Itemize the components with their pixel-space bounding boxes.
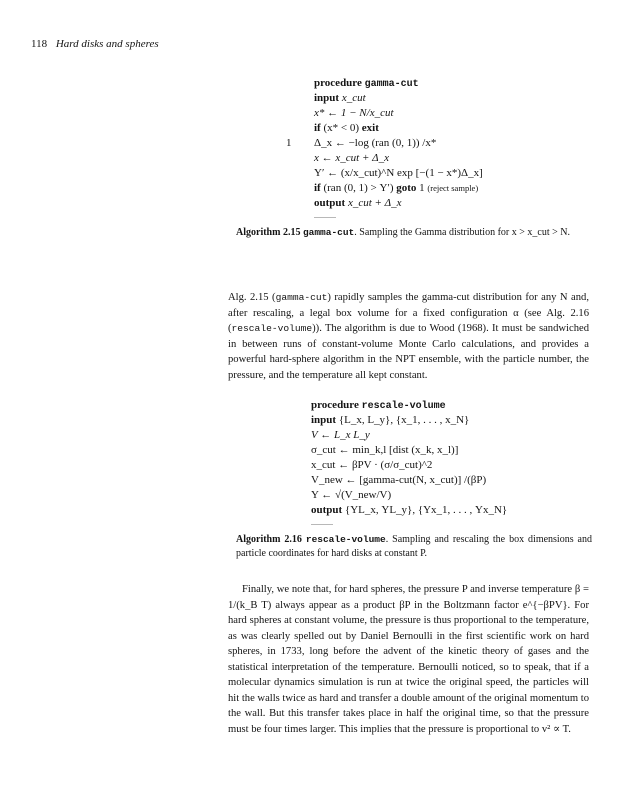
algo2-procedure-line: procedure rescale-volume: [311, 399, 446, 412]
algorithm-rescale-volume: [311, 398, 507, 525]
algo1-upsilon-line: Υ′ ← (x/x_cut)^N exp [−(1 − x*)Δ_x]: [314, 167, 483, 179]
algo1-if-exit-line: if (x* < 0) exit: [314, 122, 379, 134]
algo1-output-line: output x_cut + Δ_x: [314, 197, 402, 209]
algorithm-gamma-cut: [286, 76, 483, 218]
algo2-end-rule: [311, 524, 333, 525]
algo1-procedure-line: procedure gamma-cut: [314, 77, 419, 90]
algo1-xupdate-line: x ← x_cut + Δ_x: [314, 152, 389, 164]
algo2-upsilon-line: Υ ← √(V_new/V): [311, 489, 392, 501]
algo2-output-line: output {ΥL_x, ΥL_y}, {Υx_1, . . . , Υx_N}: [311, 504, 508, 516]
running-title: Hard disks and spheres: [55, 38, 159, 50]
page-number: 118: [31, 38, 48, 50]
paragraph-bernoulli: Finally, we note that, for hard spheres, the pressure P and inverse temperature β = 1/(k_B T) always appear as a product βP in the Boltzmann factor e^{−βPV}. For hard spheres at constant volume, the pressure is thus proportional to the temperature, as was clearly spelled out by Daniel Bernoulli in the first scientific work on hard spheres, in 1733, long before the advent of the kinetic theory of gases and the statistical interpretation of the temperature. Bernoulli noticed, so to speak, that if a molecular dynamics simulation is run at twice the original speed, the particles will hit the walls twice as hard and transfer a double amount of the original momentum to the wall. But this transfer takes place in half the original time, so that the pressure must be four times larger. This implies that the pressure is proportional to v² ∝ T.: [228, 584, 589, 735]
caption-algorithm-2-15: Algorithm 2.15 gamma-cut. Sampling the Gamma distribution for x > x_cut > N.: [236, 227, 570, 238]
algo2-volume-line: V ← L_x L_y: [311, 429, 370, 441]
algo1-input-line: input x_cut: [314, 92, 366, 104]
algo2-sigma-cut-line: σ_cut ← min_k,l [dist (x_k, x_l)]: [311, 444, 459, 456]
algo1-end-rule: [314, 217, 336, 218]
running-header: [31, 38, 159, 50]
algo1-if-goto-line: if (ran (0, 1) > Υ′) goto 1 (reject sample): [314, 182, 479, 194]
algo2-input-line: input {L_x, L_y}, {x_1, . . . , x_N}: [311, 414, 470, 426]
algo1-line-number: 1: [286, 137, 292, 149]
algo1-xstar-line: x* ← 1 − N/x_cut: [314, 107, 394, 119]
algo2-vnew-line: V_new ← [gamma-cut(N, x_cut)] /(βP): [311, 474, 487, 486]
paragraph-gamma-cut-description: Alg. 2.15 (gamma-cut) rapidly samples the gamma-cut distribution for any N and, after rescaling, a legal box volume for a fixed configuration α (see Alg. 2.16 (rescale-volume)). The algorithm is due to Wood (1968). It must be sandwiched in between runs of constant-volume Monte Carlo calculations, and provides a powerful hard-sphere algorithm in the NPT ensemble, with the particle number, the pressure, and the temperature all kept constant.: [228, 292, 589, 381]
caption-algorithm-2-16: Algorithm 2.16 rescale-volume. Sampling and rescaling the box dimensions and particle coordinates for hard disks at constant P.: [236, 534, 592, 559]
algo2-x-cut-line: x_cut ← βPV · (σ/σ_cut)^2: [311, 459, 433, 471]
algo1-delta-line: 1 Δ_x ← −log (ran (0, 1)) /x*: [286, 137, 437, 149]
